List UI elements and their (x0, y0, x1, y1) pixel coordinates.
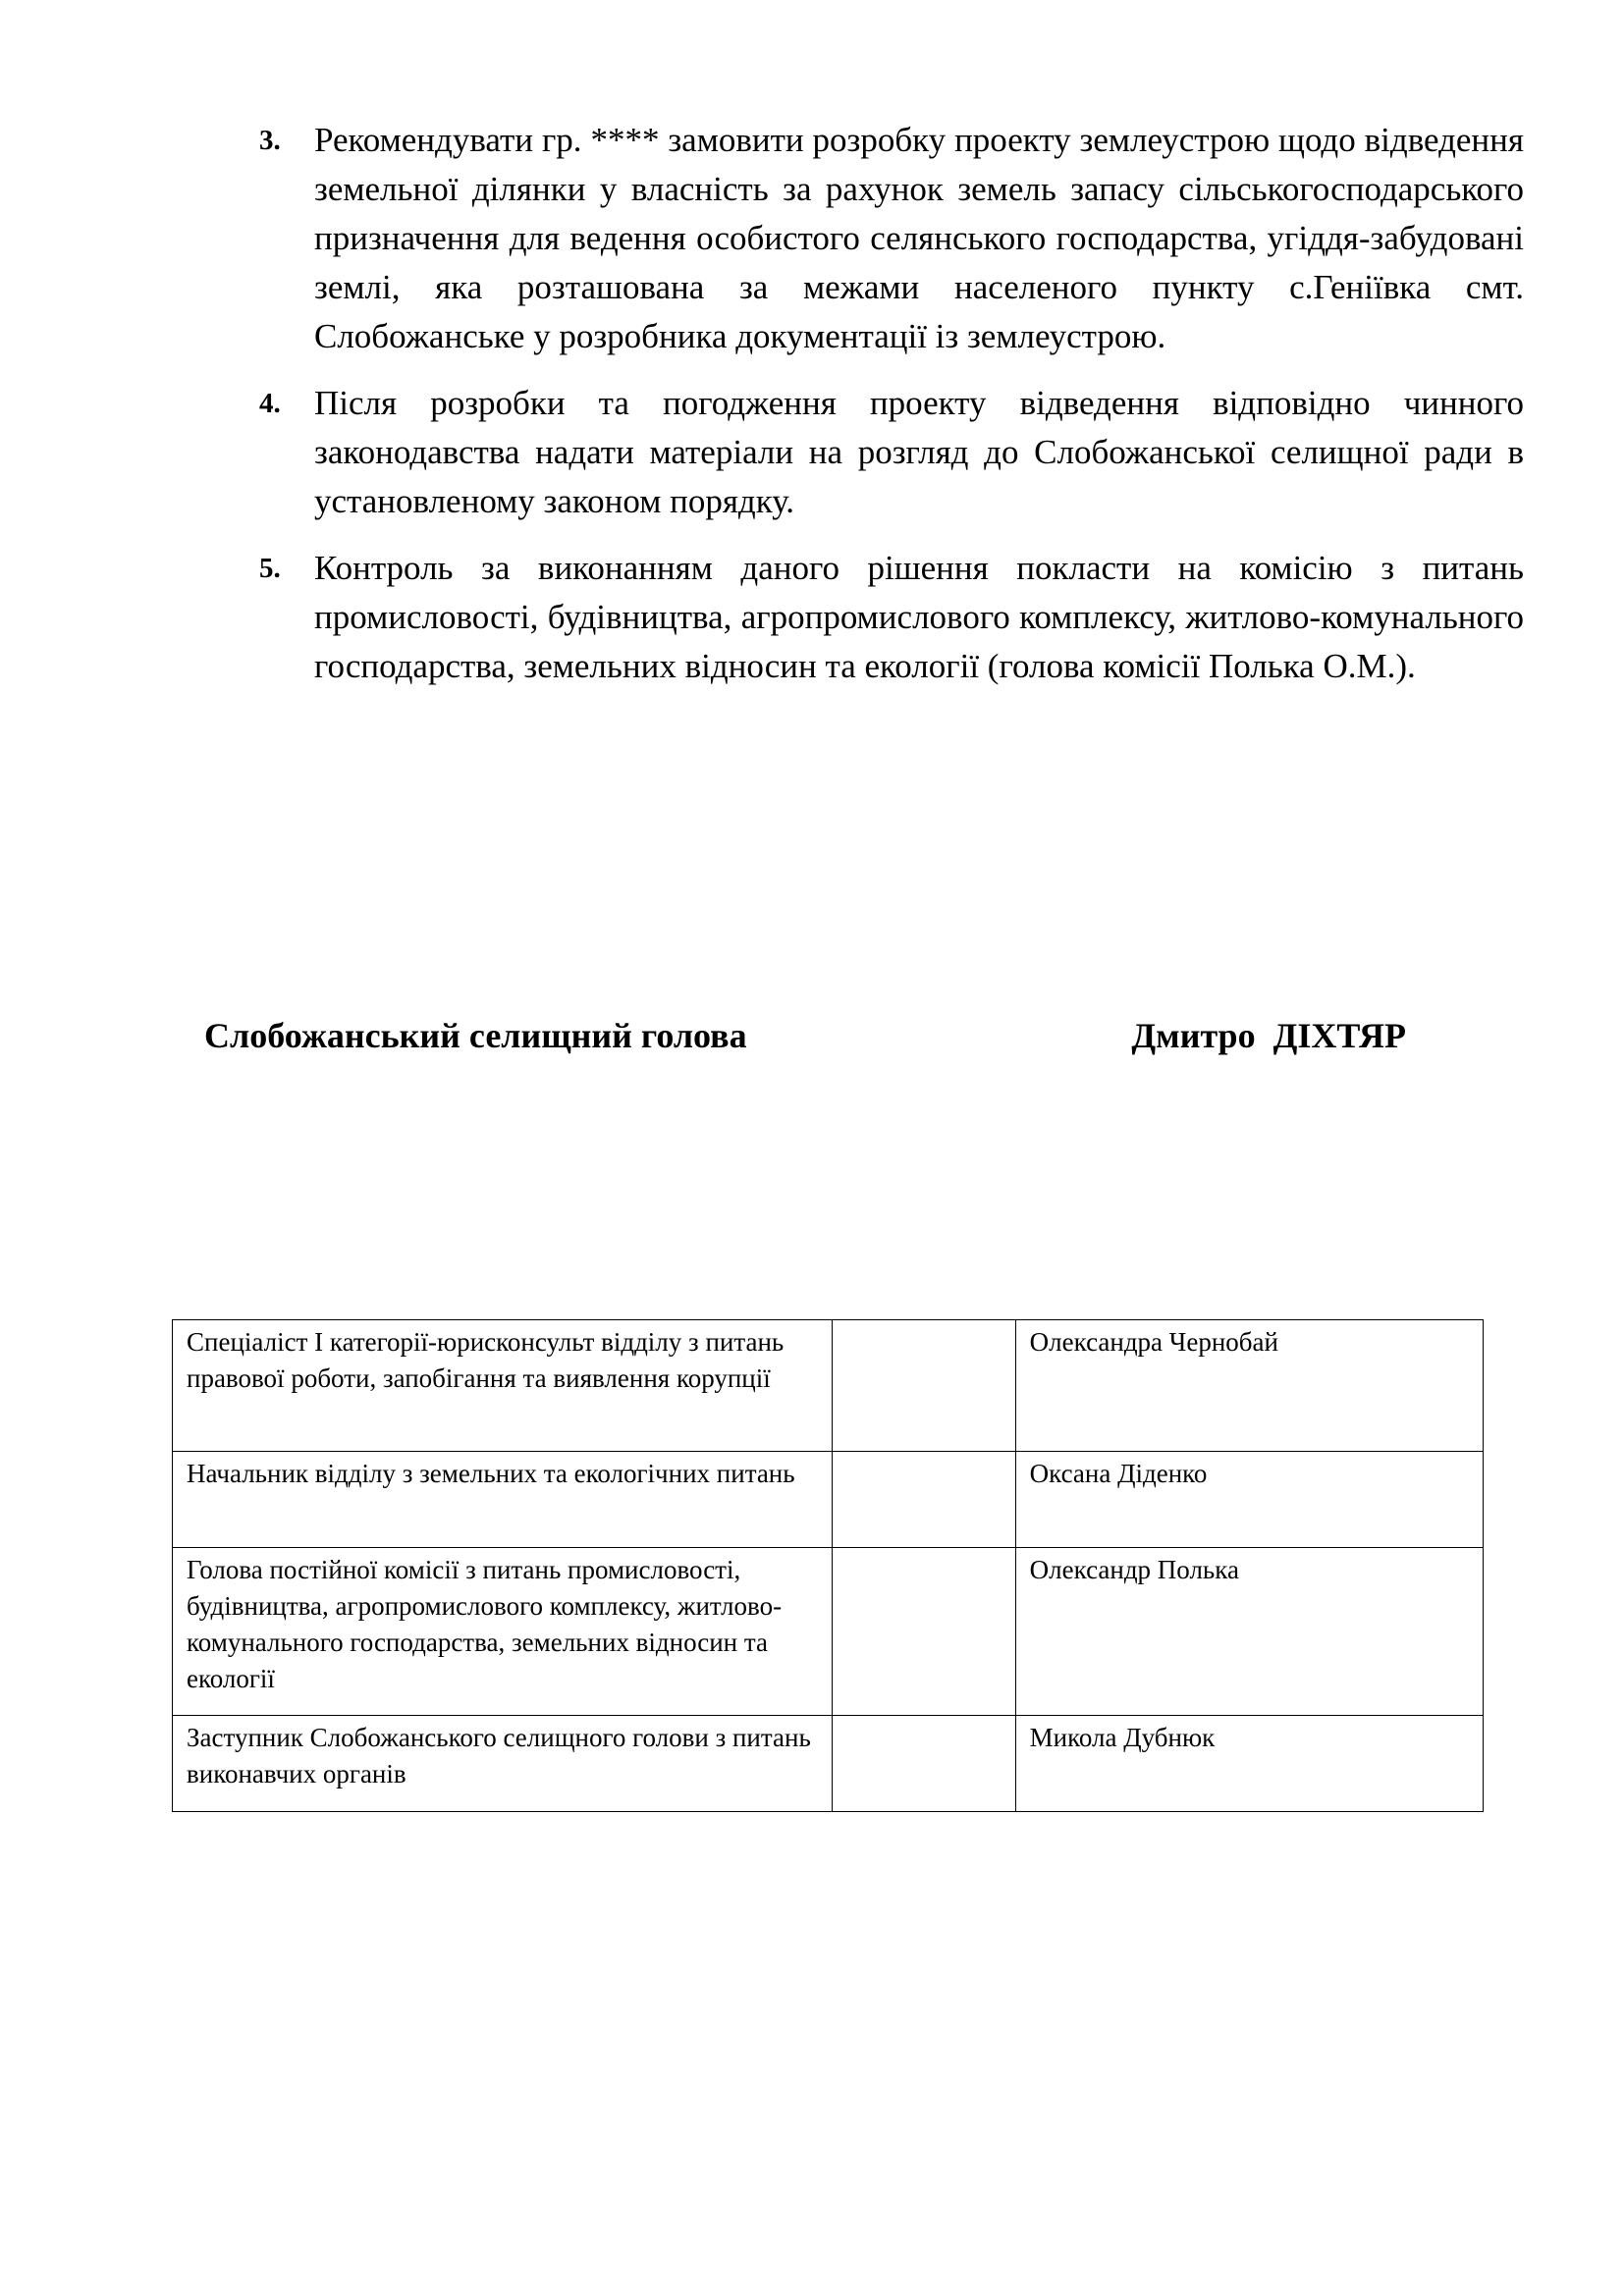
item-text: Після розробки та погодження проекту відведення відповідно чинного законодавства надати матеріали на розгляд до Слобожанської селищної ради в установленому законом порядку. (314, 384, 1524, 520)
approver-position: Заступник Слобожанського селищного голови з питань виконавчих органів (173, 1716, 833, 1812)
item-text: Контроль за виконанням даного рішення покласти на комісію з питань промисловості, будівництва, агропромислового комплексу, житлово-комунального господарства, земельних відносин та екології (голова комісії Полька О.М.). (314, 549, 1524, 685)
approver-position: Голова постійної комісії з питань промисловості, будівництва, агропромислового комплексу, житлово-комунального господарства, земельних відносин та екології (173, 1548, 833, 1716)
approver-position: Начальник відділу з земельних та екологічних питань (173, 1452, 833, 1548)
approver-name: Оксана Діденко (1015, 1452, 1483, 1548)
approver-signature-cell (833, 1320, 1016, 1452)
approver-signature-cell (833, 1716, 1016, 1812)
approver-position: Спеціаліст І категорії-юрисконсульт відділу з питань правової роботи, запобігання та виявлення корупції (173, 1320, 833, 1452)
approver-name: Олександра Чернобай (1015, 1320, 1483, 1452)
table-row (173, 1452, 1484, 1548)
item-number: 4. (259, 388, 281, 419)
table-row (173, 1716, 1484, 1812)
decision-item (257, 116, 1524, 361)
item-number: 5. (259, 553, 281, 584)
approver-signature-cell (833, 1452, 1016, 1548)
signatory-title: Слобожанський селищний голова (204, 1016, 747, 1055)
approver-name: Олександр Полька (1015, 1548, 1483, 1716)
table-row (173, 1320, 1484, 1452)
approver-name: Микола Дубнюк (1015, 1716, 1483, 1812)
approvals-table (172, 1319, 1484, 1812)
decision-items (257, 116, 1524, 709)
table-row (173, 1548, 1484, 1716)
decision-item (257, 544, 1524, 691)
signatory-name: Дмитро ДІХТЯР (1131, 1016, 1406, 1055)
item-number: 3. (259, 125, 281, 156)
item-text: Рекомендувати гр. **** замовити розробку проекту землеустрою щодо відведення земельної ділянки у власність за рахунок земель запасу сільськогосподарського призначення для ведення особистого селянського господарства, угіддя-забудовані землі, яка розташована за межами населеного пункту с.Геніївка смт. Слобожанське у розробника документації із землеустрою. (314, 121, 1524, 355)
decision-item (257, 379, 1524, 526)
approver-signature-cell (833, 1548, 1016, 1716)
